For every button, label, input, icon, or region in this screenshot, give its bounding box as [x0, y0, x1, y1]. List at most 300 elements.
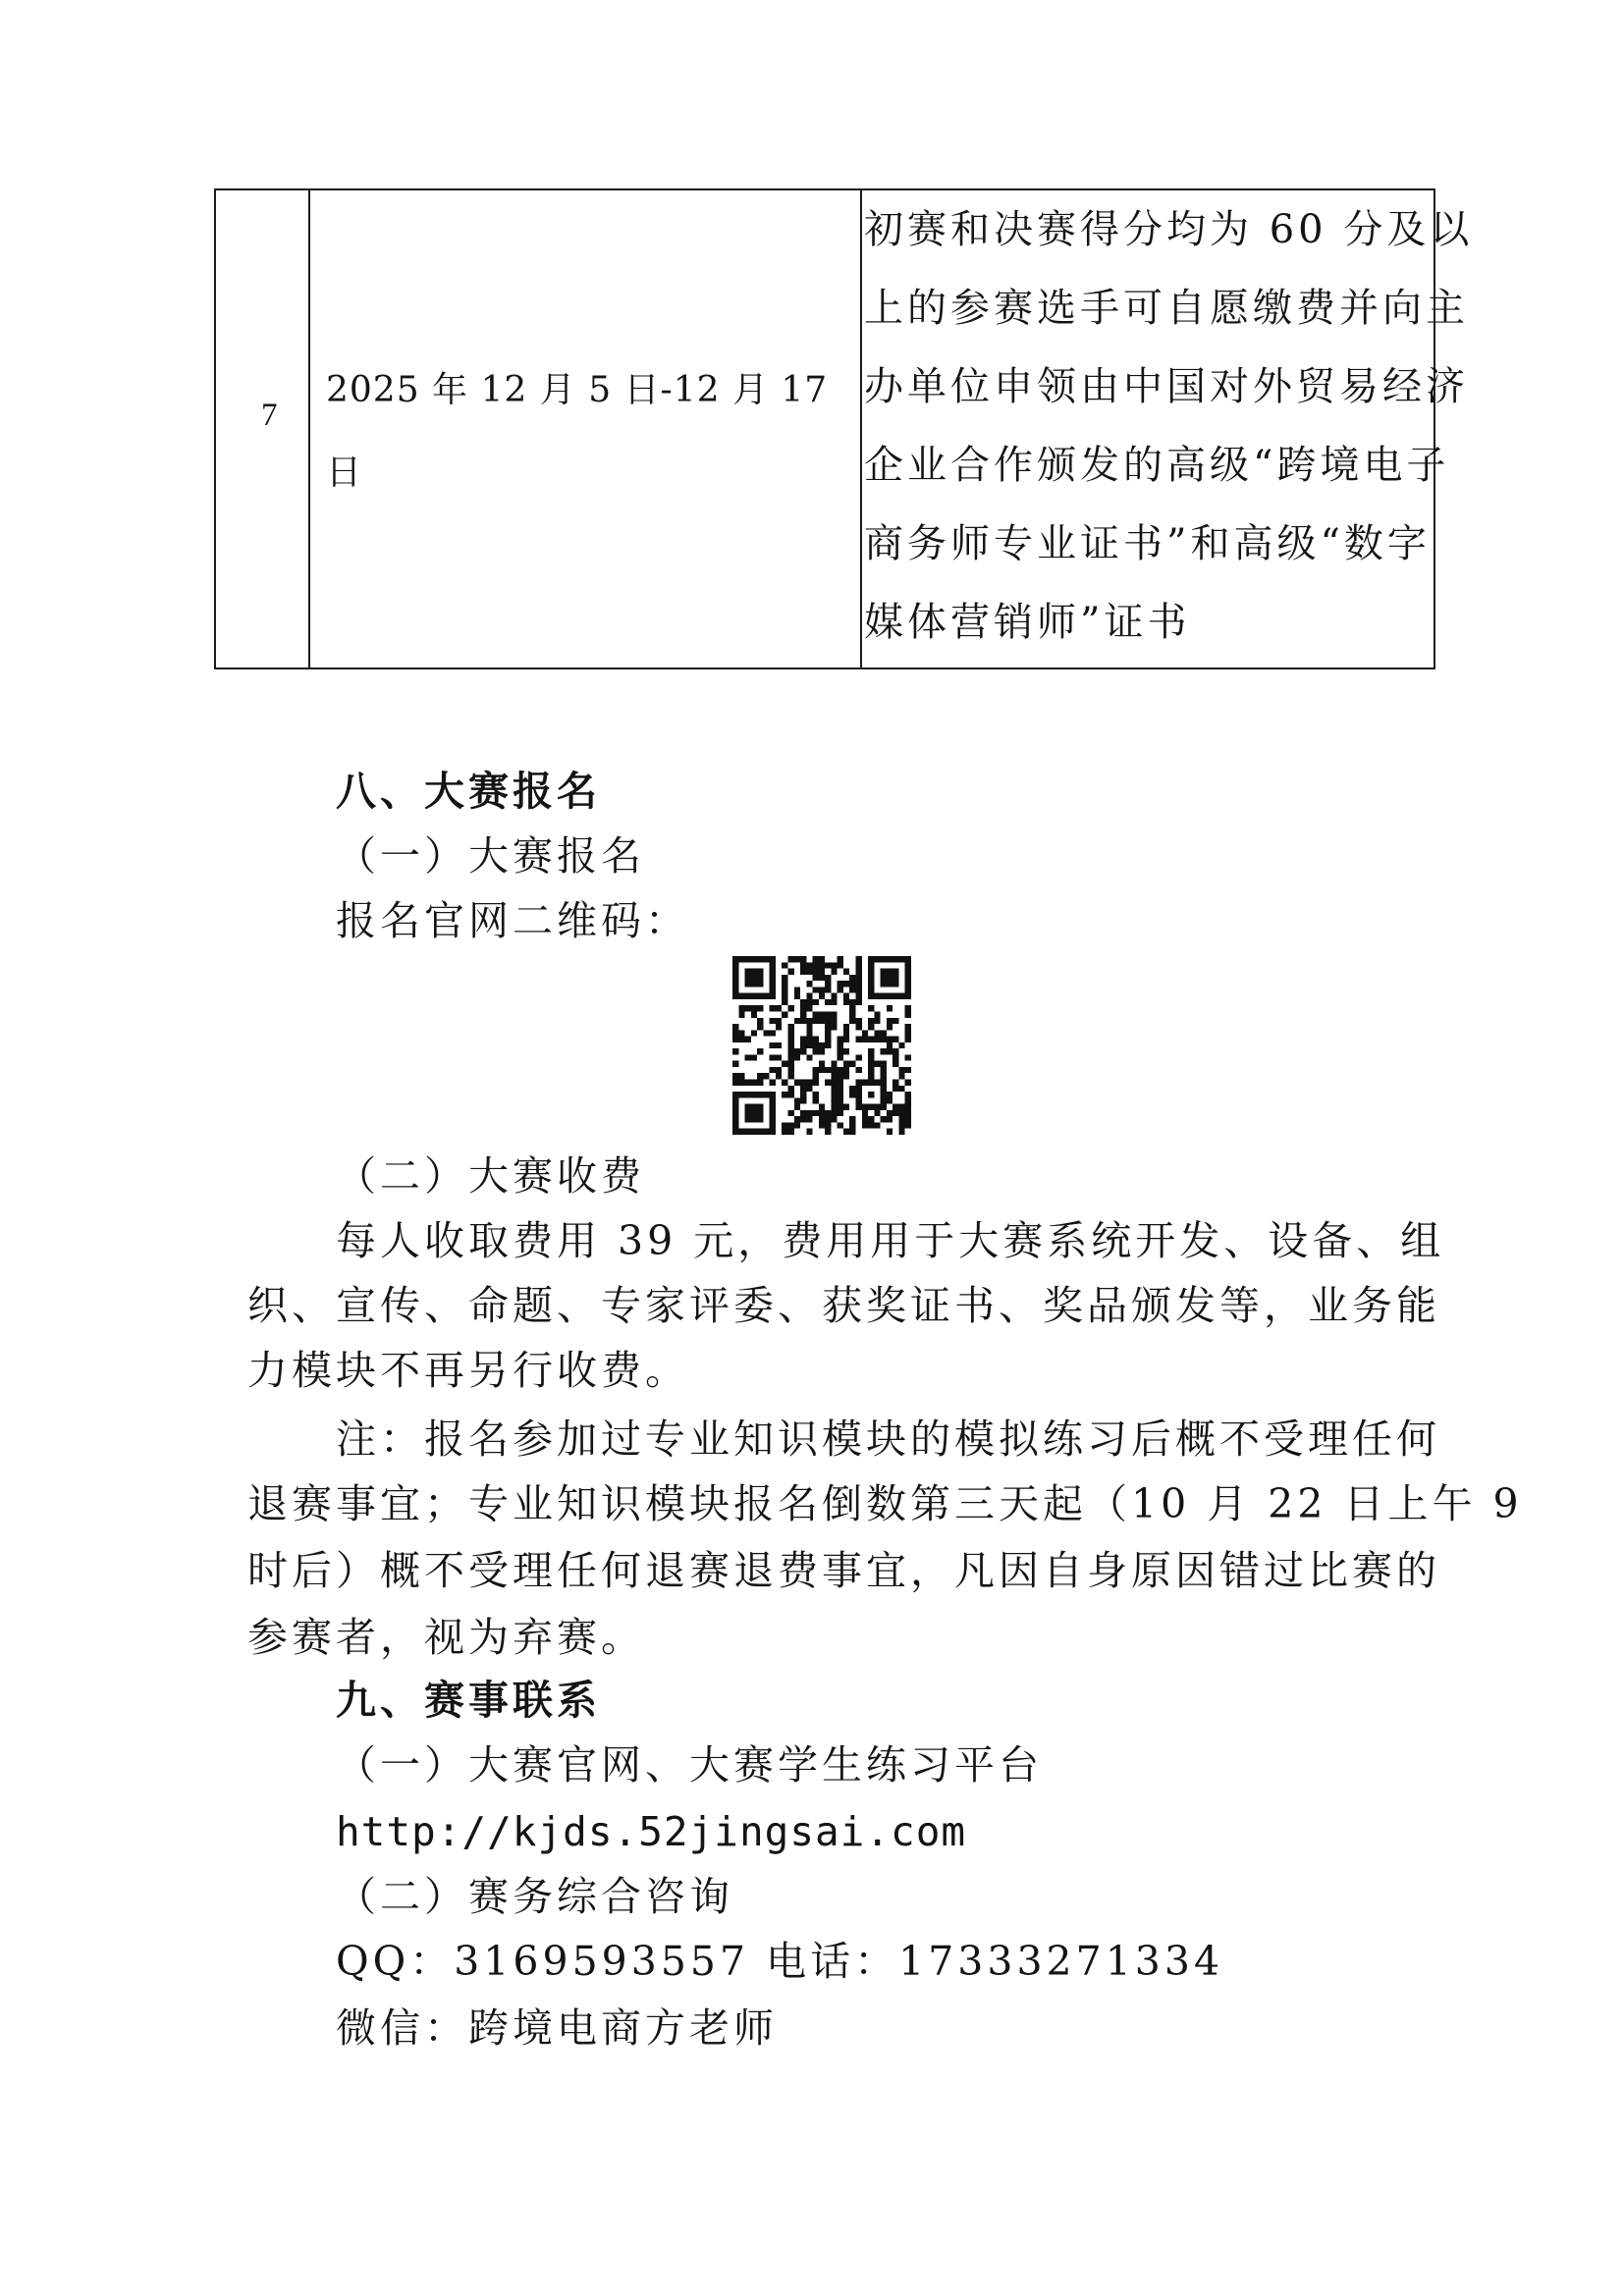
qr-module [745, 1110, 751, 1116]
qr-module [881, 1073, 887, 1079]
qr-module [825, 1122, 831, 1128]
qr-module [831, 962, 837, 968]
qr-module [751, 1054, 757, 1060]
qr-module [838, 1073, 843, 1079]
qr-module [782, 999, 787, 1005]
qr-module [819, 1042, 825, 1048]
qr-module [831, 1011, 837, 1017]
qr-module [843, 981, 849, 987]
qr-module [800, 1048, 806, 1054]
qr-module [787, 1086, 793, 1092]
qr-module [838, 1086, 843, 1092]
qr-module [831, 1080, 837, 1086]
qr-module [856, 1018, 862, 1024]
qr-module [893, 1018, 898, 1024]
qr-module [843, 1061, 849, 1067]
qr-module [806, 1054, 812, 1060]
description-line: 企业合作颁发的高级“跨境电子 [864, 443, 1450, 488]
qr-module [813, 987, 819, 992]
qr-module [770, 1018, 776, 1024]
table-cell-number: 7 [261, 398, 278, 433]
qr-module [905, 1030, 911, 1036]
qr-module [757, 1018, 763, 1024]
qr-module [732, 981, 738, 987]
contact-qq-phone: QQ：3169593557 电话：17333271334 [336, 1938, 1224, 1985]
qr-module [763, 1129, 769, 1135]
qr-module [738, 1080, 744, 1086]
description-line: 初赛和决赛得分均为 60 分及以 [864, 207, 1474, 252]
qr-module [732, 1104, 738, 1110]
qr-module [745, 1092, 751, 1097]
qr-module [751, 956, 757, 962]
qr-module [905, 1054, 911, 1060]
qr-module [763, 1092, 769, 1097]
qr-module [893, 975, 898, 981]
qr-module [849, 981, 855, 987]
qr-module [898, 956, 904, 962]
qr-module [732, 1097, 738, 1103]
qr-module [862, 1030, 868, 1036]
qr-module [732, 993, 738, 999]
qr-module [770, 956, 776, 962]
qr-module [806, 1116, 812, 1122]
qr-module [813, 1097, 819, 1103]
qr-module [849, 1116, 855, 1122]
qr-module [905, 1067, 911, 1073]
qr-module [763, 1030, 769, 1036]
qr-module [862, 1104, 868, 1110]
qr-module [874, 956, 880, 962]
qr-module [849, 975, 855, 981]
qr-module [794, 1054, 800, 1060]
qr-module [751, 975, 757, 981]
qr-module [905, 969, 911, 975]
qr-module [881, 1086, 887, 1092]
qr-module [770, 1054, 776, 1060]
qr-module [819, 1104, 825, 1110]
qr-module [787, 1042, 793, 1048]
qr-module [770, 1067, 776, 1073]
qr-module [893, 993, 898, 999]
qr-module [881, 975, 887, 981]
qr-module [843, 999, 849, 1005]
qr-module [745, 993, 751, 999]
qr-module [732, 962, 738, 968]
qr-module [813, 999, 819, 1005]
qr-module [825, 1129, 831, 1135]
qr-module [905, 962, 911, 968]
qr-module [782, 1092, 787, 1097]
qr-module [751, 1110, 757, 1116]
qr-module [905, 1011, 911, 1017]
qr-module [893, 1080, 898, 1086]
qr-module [806, 1129, 812, 1135]
qr-module [738, 1005, 744, 1011]
description-line: 商务师专业证书”和高级“数字 [864, 521, 1431, 566]
qr-module [757, 956, 763, 962]
qr-module [745, 969, 751, 975]
qr-module [898, 1122, 904, 1128]
qr-module [751, 1080, 757, 1086]
qr-module [794, 1097, 800, 1103]
qr-module [738, 1037, 744, 1042]
qr-module [787, 956, 793, 962]
qr-module [813, 1037, 819, 1042]
qr-module [849, 1086, 855, 1092]
qr-module [862, 1080, 868, 1086]
qr-module [819, 1061, 825, 1067]
qr-module [819, 956, 825, 962]
qr-module [732, 1092, 738, 1097]
qr-module [856, 993, 862, 999]
qr-module [745, 956, 751, 962]
qr-module [813, 1067, 819, 1073]
qr-module [800, 1018, 806, 1024]
qr-module [898, 1104, 904, 1110]
qr-module [751, 1092, 757, 1097]
qr-module [868, 1116, 874, 1122]
qr-module [825, 1011, 831, 1017]
qr-module [819, 969, 825, 975]
qr-module [751, 1005, 757, 1011]
qr-module [782, 1061, 787, 1067]
qr-module [813, 1048, 819, 1054]
qr-module [881, 1116, 887, 1122]
qr-module [881, 956, 887, 962]
description-line: 上的参赛选手可自愿缴费并向主 [864, 286, 1469, 331]
qr-module [887, 993, 893, 999]
qr-module [770, 1080, 776, 1086]
qr-module [868, 962, 874, 968]
qr-module [745, 1005, 751, 1011]
qr-module [745, 1104, 751, 1110]
qr-module [813, 1073, 819, 1079]
qr-module [800, 1011, 806, 1017]
qr-module [782, 1129, 787, 1135]
qr-module [794, 1104, 800, 1110]
qr-module [787, 1048, 793, 1054]
qr-module [770, 1005, 776, 1011]
qr-module [800, 962, 806, 968]
qr-module [868, 975, 874, 981]
qr-module [776, 1042, 782, 1048]
qr-module [745, 1129, 751, 1135]
qr-module [732, 1110, 738, 1116]
qr-module [800, 999, 806, 1005]
qr-module [856, 1092, 862, 1097]
qr-module [905, 1024, 911, 1030]
official-website-link[interactable]: http://kjds.52jingsai.com [336, 1808, 967, 1855]
qr-module [819, 1122, 825, 1128]
qr-module [787, 1030, 793, 1036]
qr-module [794, 993, 800, 999]
qr-module [757, 1005, 763, 1011]
qr-module [806, 1086, 812, 1092]
qr-module [819, 962, 825, 968]
qr-module [732, 1073, 738, 1079]
qr-module [856, 1097, 862, 1103]
qr-module [800, 969, 806, 975]
qr-module [732, 969, 738, 975]
qr-module [874, 1018, 880, 1024]
qr-module [868, 1122, 874, 1128]
qr-module [874, 993, 880, 999]
qr-module [905, 1092, 911, 1097]
qr-module [838, 962, 843, 968]
qr-module [770, 969, 776, 975]
qr-module [838, 1097, 843, 1103]
qr-module [893, 1110, 898, 1116]
qr-module [898, 1129, 904, 1135]
qr-module [862, 1037, 868, 1042]
qr-module [868, 1104, 874, 1110]
qr-module [905, 1104, 911, 1110]
qr-module [757, 969, 763, 975]
qr-module [874, 1110, 880, 1116]
description-line: 办单位申领由中国对外贸易经济 [864, 364, 1469, 409]
qr-module [757, 981, 763, 987]
qr-module [757, 1024, 763, 1030]
qr-module [782, 975, 787, 981]
qr-module [757, 1104, 763, 1110]
qr-module [745, 1080, 751, 1086]
contact-wechat: 微信：跨境电商方老师 [336, 2004, 778, 2052]
qr-module [825, 1067, 831, 1073]
qr-module [887, 1024, 893, 1030]
qr-module [838, 956, 843, 962]
qr-module [887, 975, 893, 981]
qr-module [819, 1011, 825, 1017]
qr-module [856, 987, 862, 992]
qr-module [770, 962, 776, 968]
qr-module [757, 1092, 763, 1097]
qr-module [881, 1061, 887, 1067]
fee-paragraph-line: 每人收取费用 39 元，费用用于大赛系统开发、设备、组 [336, 1217, 1445, 1264]
qr-module [838, 1110, 843, 1116]
qr-module [887, 1110, 893, 1116]
qr-module [782, 1122, 787, 1128]
qr-module [838, 1122, 843, 1128]
qr-module [800, 1080, 806, 1086]
qr-module [831, 1110, 837, 1116]
qr-module [819, 1116, 825, 1122]
qr-module [738, 1030, 744, 1036]
qr-module [800, 1042, 806, 1048]
qr-module [806, 993, 812, 999]
qr-module [732, 1048, 738, 1054]
qr-module [825, 981, 831, 987]
qr-module [782, 962, 787, 968]
qr-module [898, 1067, 904, 1073]
qr-module [776, 1024, 782, 1030]
qr-module [831, 1073, 837, 1079]
qr-module [738, 1092, 744, 1097]
qr-module [751, 981, 757, 987]
qr-module [757, 1110, 763, 1116]
qr-module [905, 1122, 911, 1128]
qr-module [881, 1067, 887, 1073]
qr-module [813, 956, 819, 962]
qr-module [770, 1104, 776, 1110]
qr-module [751, 969, 757, 975]
qr-module [893, 1054, 898, 1060]
qr-module [868, 1080, 874, 1086]
qr-module [751, 1011, 757, 1017]
qr-module [732, 1116, 738, 1122]
qr-module [849, 999, 855, 1005]
qr-module [813, 975, 819, 981]
qr-module [843, 1037, 849, 1042]
schedule-table [214, 188, 1474, 669]
qr-module [887, 1042, 893, 1048]
qr-module [905, 1037, 911, 1042]
qr-module [800, 1097, 806, 1103]
qr-module [813, 1080, 819, 1086]
qr-module [887, 1005, 893, 1011]
qr-module [819, 975, 825, 981]
qr-module [787, 969, 793, 975]
qr-module [782, 1011, 787, 1017]
qr-module [905, 1005, 911, 1011]
qr-module [825, 1024, 831, 1030]
qr-module [856, 999, 862, 1005]
qr-module [831, 999, 837, 1005]
qr-module [825, 1116, 831, 1122]
qr-module [776, 1054, 782, 1060]
qr-module [813, 969, 819, 975]
qr-module [819, 987, 825, 992]
qr-module [868, 1018, 874, 1024]
qr-module [893, 956, 898, 962]
qr-module [893, 1104, 898, 1110]
qr-module [770, 981, 776, 987]
qr-module [887, 1129, 893, 1135]
qr-module [732, 1030, 738, 1036]
qr-module [794, 1116, 800, 1122]
qr-module [776, 1073, 782, 1079]
qr-module [831, 1024, 837, 1030]
qr-module [838, 1092, 843, 1097]
qr-module [763, 1073, 769, 1079]
fee-paragraph-line: 力模块不再另行收费。 [247, 1347, 689, 1394]
qr-module [757, 1080, 763, 1086]
qr-module [905, 1110, 911, 1116]
qr-module [898, 1110, 904, 1116]
qr-module [745, 1054, 751, 1060]
qr-module [856, 1086, 862, 1092]
qr-module [868, 1092, 874, 1097]
section-9-subtitle-2: （二）赛务综合咨询 [336, 1873, 733, 1920]
qr-module [825, 962, 831, 968]
qr-module [745, 981, 751, 987]
qr-module [806, 1042, 812, 1048]
qr-module [770, 975, 776, 981]
qr-module [800, 956, 806, 962]
qr-module [898, 1086, 904, 1092]
qr-module [782, 993, 787, 999]
section-9-subtitle-1: （一）大赛官网、大赛学生练习平台 [336, 1741, 1043, 1789]
qr-module [794, 1080, 800, 1086]
qr-module [849, 1092, 855, 1097]
qr-module [838, 1042, 843, 1048]
qr-module [800, 1086, 806, 1092]
qr-module [787, 1024, 793, 1030]
qr-module [887, 1092, 893, 1097]
qr-module [887, 1116, 893, 1122]
qr-module [831, 1018, 837, 1024]
qr-module [849, 1005, 855, 1011]
qr-module [843, 1067, 849, 1073]
qr-module [770, 1122, 776, 1128]
qr-module [838, 1048, 843, 1054]
qr-module [751, 1129, 757, 1135]
qr-module [831, 1104, 837, 1110]
qr-module [881, 1030, 887, 1036]
qr-module [794, 1018, 800, 1024]
qr-module [893, 1086, 898, 1092]
qr-module [849, 1011, 855, 1017]
qr-module [806, 1030, 812, 1036]
qr-module [881, 1104, 887, 1110]
table-cell-description [864, 190, 1474, 662]
qr-module [800, 1092, 806, 1097]
qr-module [732, 1061, 738, 1067]
qr-module [881, 969, 887, 975]
qr-module [831, 1086, 837, 1092]
qr-module [838, 1080, 843, 1086]
qr-code-image [732, 956, 911, 1135]
section-8-title: 八、大赛报名 [336, 768, 601, 815]
qr-module [787, 1037, 793, 1042]
qr-module [738, 1129, 744, 1135]
qr-module [874, 1122, 880, 1128]
qr-module [825, 999, 831, 1005]
note-paragraph-line: 退赛事宜；专业知识模块报名倒数第三天起（10 月 22 日上午 9 [247, 1480, 1523, 1527]
qr-module [887, 1097, 893, 1103]
qr-module [825, 1018, 831, 1024]
qr-module [787, 1005, 793, 1011]
qr-module [776, 1067, 782, 1073]
note-paragraph-line: 注：报名参加过专业知识模块的模拟练习后概不受理任何 [336, 1415, 1440, 1463]
qr-module [838, 987, 843, 992]
qr-module [881, 1037, 887, 1042]
qr-module [787, 1073, 793, 1079]
section-8-subtitle-2: （二）大赛收费 [336, 1152, 645, 1200]
section-8-subtitle-1: （一）大赛报名 [336, 832, 645, 880]
qr-module [751, 1116, 757, 1122]
qr-module [843, 993, 849, 999]
qr-module [800, 1005, 806, 1011]
qr-module [856, 1037, 862, 1042]
qr-module [794, 1122, 800, 1128]
qr-module [825, 987, 831, 992]
qr-module [806, 962, 812, 968]
qr-module [898, 993, 904, 999]
qr-label: 报名官网二维码： [336, 897, 689, 944]
qr-module [838, 1067, 843, 1073]
qr-module [770, 1116, 776, 1122]
qr-module [838, 1037, 843, 1042]
qr-module [763, 956, 769, 962]
qr-module [868, 1024, 874, 1030]
qr-module [874, 1037, 880, 1042]
qr-module [843, 1024, 849, 1030]
qr-module [856, 956, 862, 962]
qr-module [738, 1073, 744, 1079]
qr-module [745, 1116, 751, 1122]
qr-module [806, 1018, 812, 1024]
qr-module [881, 1080, 887, 1086]
